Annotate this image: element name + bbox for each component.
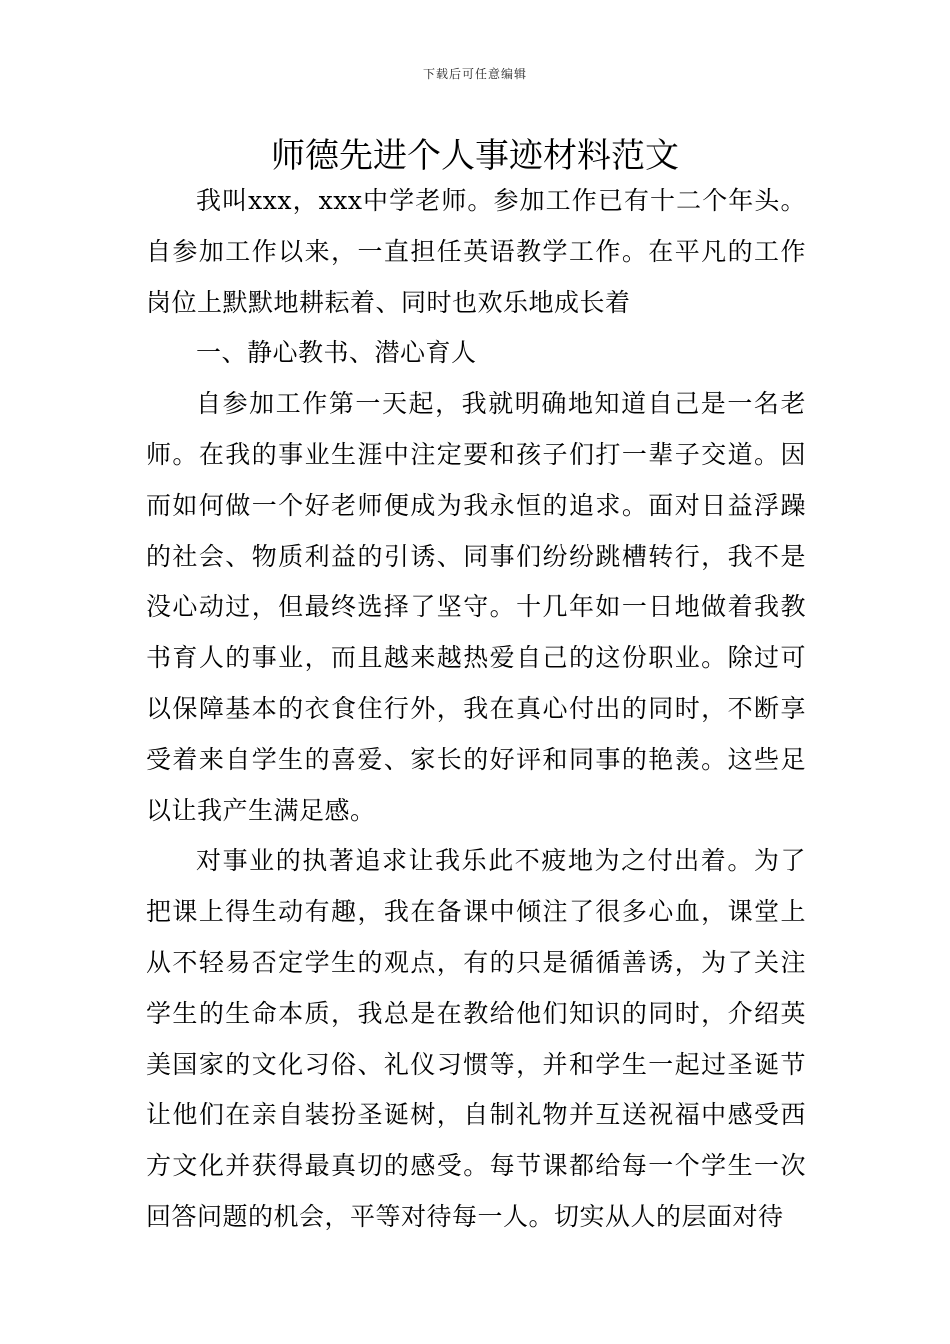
header-note: 下载后可任意编辑 xyxy=(422,67,527,81)
document-title: 师德先进个人事迹材料范文 xyxy=(271,136,679,176)
paragraph-teaching: 对事业的执著追求让我乐此不疲地为之付出着。为了把课上得生动有趣，我在备课中倾注了很多心血，课堂上从不轻易否定学生的观点，有的只是循循善诱，为了关注学生的生命本质，我总是在教给他们知识的同时，介绍英美国家的文化习俗、礼仪习惯等，并和学生一起过圣诞节让他们在亲自装扮圣诞树，自制礼物并互送祝福中感受西方文化并获得最真切的感受。每节课都给每一个学生一次回答问题的机会，平等对待每一人。切实从人的层面对待 xyxy=(146,846,806,1231)
paragraph-dedication: 自参加工作第一天起，我就明确地知道自己是一名老师。在我的事业生涯中注定要和孩子们打一辈子交道。因而如何做一个好老师便成为我永恒的追求。面对日益浮躁的社会、物质利益的引诱、同事们纷纷跳槽转行，我不是没心动过，但最终选择了坚守。十几年如一日地做着我教书育人的事业，而且越来越热爱自己的这份职业。除过可以保障基本的衣食住行外，我在真心付出的同时，不断享受着来自学生的喜爱、家长的好评和同事的艳羡。这些足以让我产生满足感。 xyxy=(146,389,806,825)
section-heading: 一、静心教书、潜心育人 xyxy=(196,338,477,368)
paragraph-intro: 我叫xxx，xxx中学老师。参加工作已有十二个年头。自参加工作以来，一直担任英语教学工作。在平凡的工作岗位上默默地耕耘着、同时也欢乐地成长着 xyxy=(146,186,806,317)
document-body xyxy=(146,176,806,1243)
